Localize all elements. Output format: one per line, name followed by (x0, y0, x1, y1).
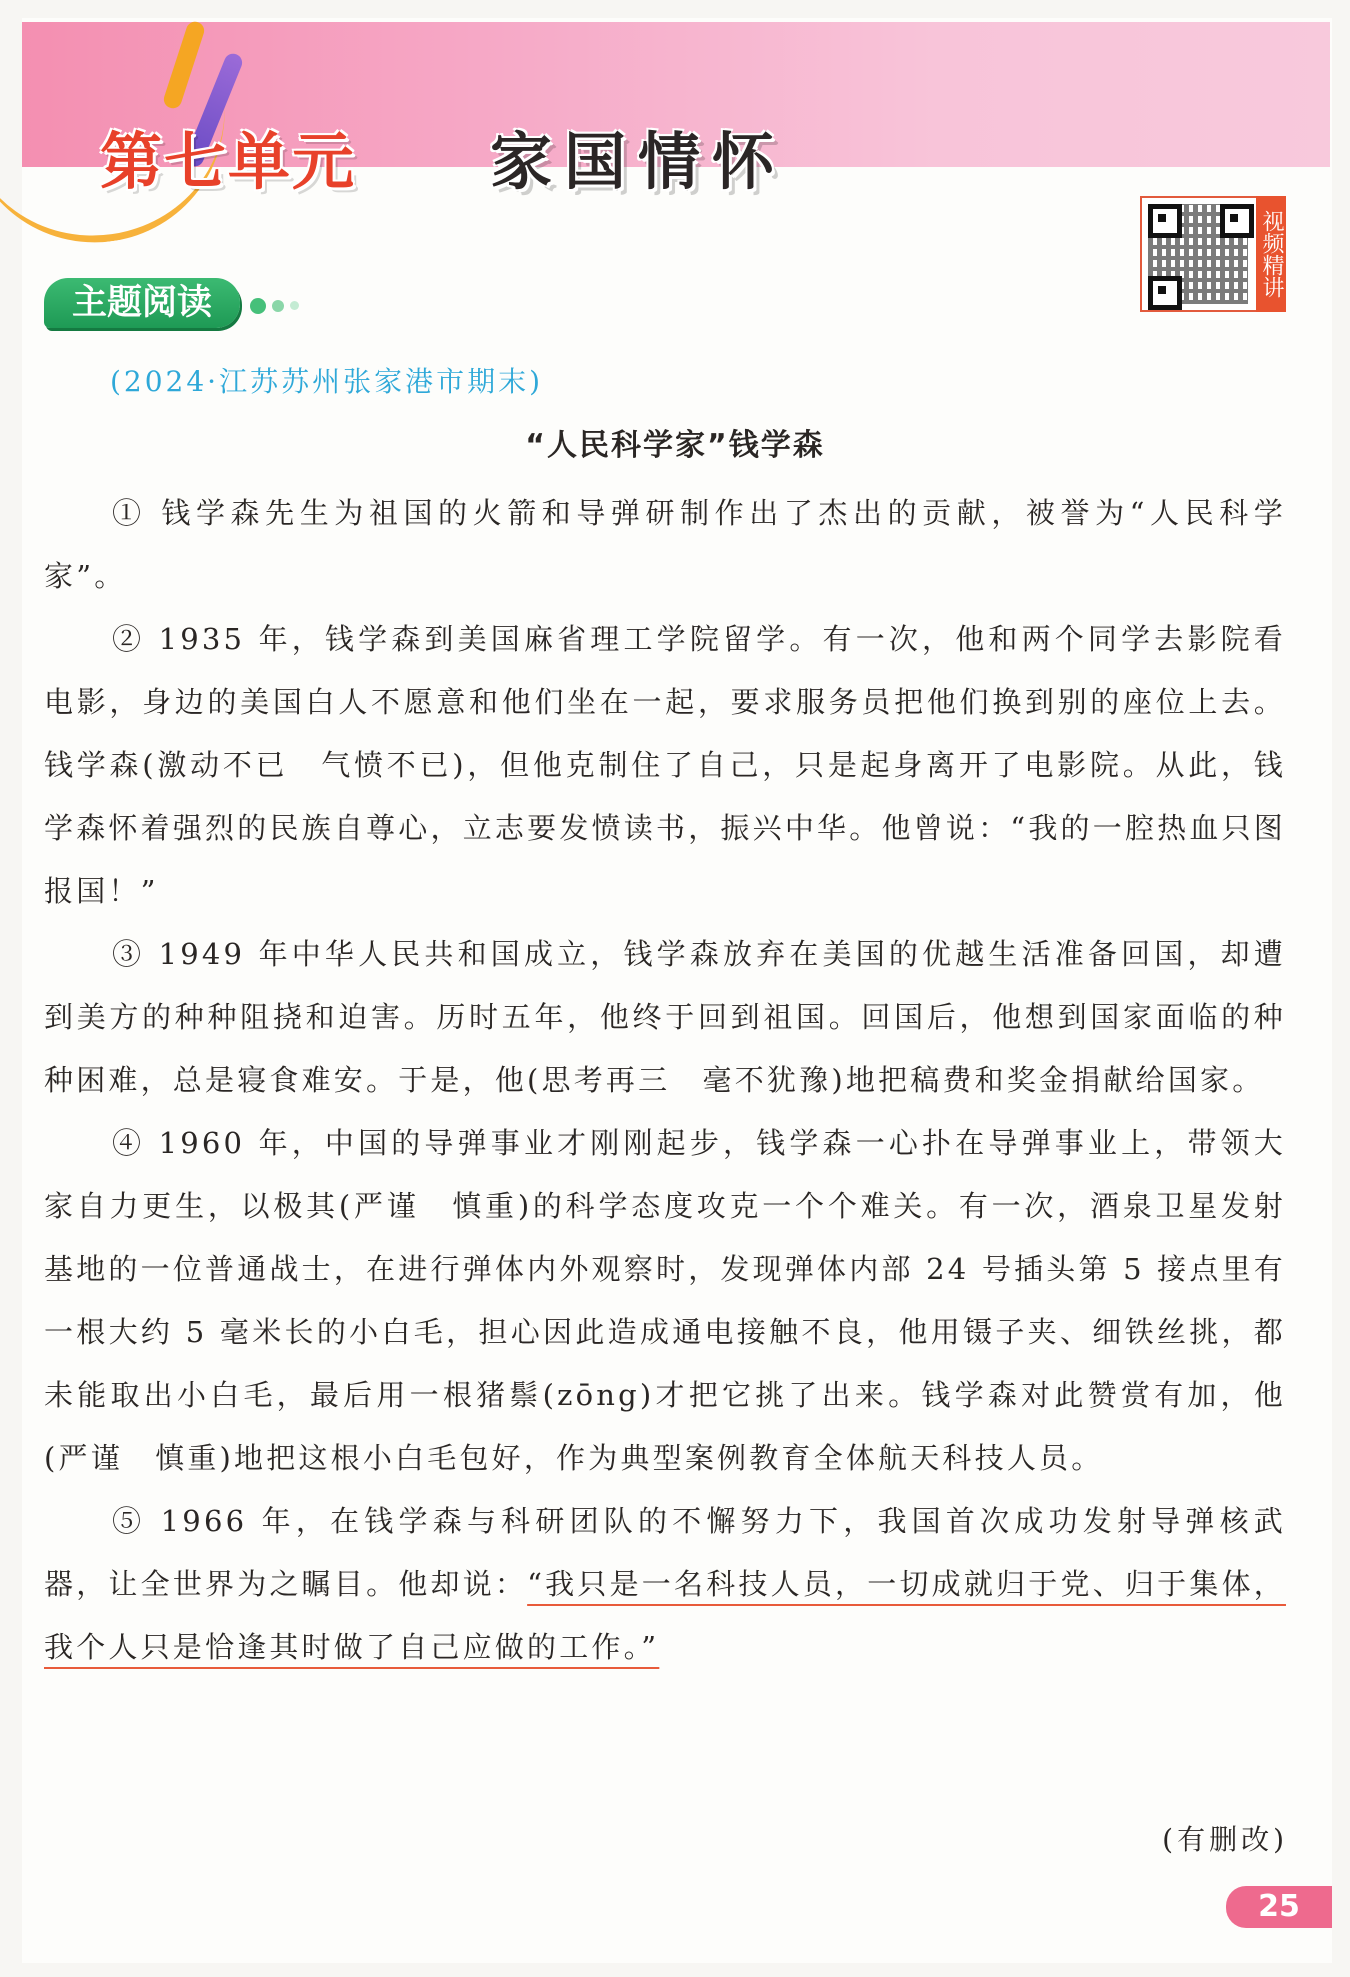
underlined-quote: “我只是一名科技人员，一切成就归于党、归于集体，我个人只是恰逢其时做了自己应做的工作。” (44, 1567, 1286, 1664)
section-badge: 主题阅读 (44, 278, 240, 328)
paragraph-3: ③ 1949 年中华人民共和国成立，钱学森放弃在美国的优越生活准备回国，却遭到美方的种种阻挠和迫害。历时五年，他终于回到祖国。回国后，他想到国家面临的种种困难，总是寝食难安。于是，他(思考再三 毫不犹豫)地把稿费和奖金捐献给国家。 (44, 937, 1286, 1097)
article-title: “人民科学家”钱学森 (525, 428, 825, 463)
paragraph-1: ① 钱学森先生为祖国的火箭和导弹研制作出了杰出的贡献，被誉为“人民科学家”。 (44, 496, 1286, 593)
paragraph-5 (44, 1490, 1286, 1679)
qr-code-icon[interactable] (1140, 196, 1262, 312)
revision-note: (有删改) (1162, 1823, 1288, 1856)
qr-caption: 视频精讲 (1256, 196, 1286, 312)
page-number: 25 (1226, 1886, 1332, 1928)
unit-label: 第七单元 (100, 125, 357, 198)
paragraph-4: ④ 1960 年，中国的导弹事业才刚刚起步，钱学森一心扑在导弹事业上，带领大家自力更生，以极其(严谨 慎重)的科学态度攻克一个个难关。有一次，酒泉卫星发射基地的一位普通战士，在进行弹体内外观察时，发现弹体内部 24 号插头第 5 接点里有一根大约 5 毫米长的小白毛，担心因此造成通电接触不良，他用镊子夹、细铁丝挑，都未能取出小白毛，最后用一根猪鬃(zōng)才把它挑了出来。钱学森对此赞赏有加，他(严谨 慎重)地把这根小白毛包好，作为典型案例教育全体航天科技人员。 (44, 1126, 1286, 1475)
unit-theme: 家国情怀 (490, 125, 787, 198)
article-body (44, 482, 1286, 1679)
paragraph-5-lead: ⑤ 1966 年，在钱学森与科研团队的不懈努力下，我国首次成功发射导弹核武器，让全世界为之瞩目。他却说： (44, 1504, 1286, 1601)
badge-dots-icon (250, 295, 305, 314)
paragraph-2: ② 1935 年，钱学森到美国麻省理工学院留学。有一次，他和两个同学去影院看电影，身边的美国白人不愿意和他们坐在一起，要求服务员把他们换到别的座位上去。钱学森(激动不已 气愤不已)，但他克制住了自己，只是起身离开了电影院。从此，钱学森怀着强烈的民族自尊心，立志要发愤读书，振兴中华。他曾说：“我的一腔热血只图报国！” (44, 622, 1286, 908)
source-note: (2024·江苏苏州张家港市期末) (110, 365, 544, 398)
